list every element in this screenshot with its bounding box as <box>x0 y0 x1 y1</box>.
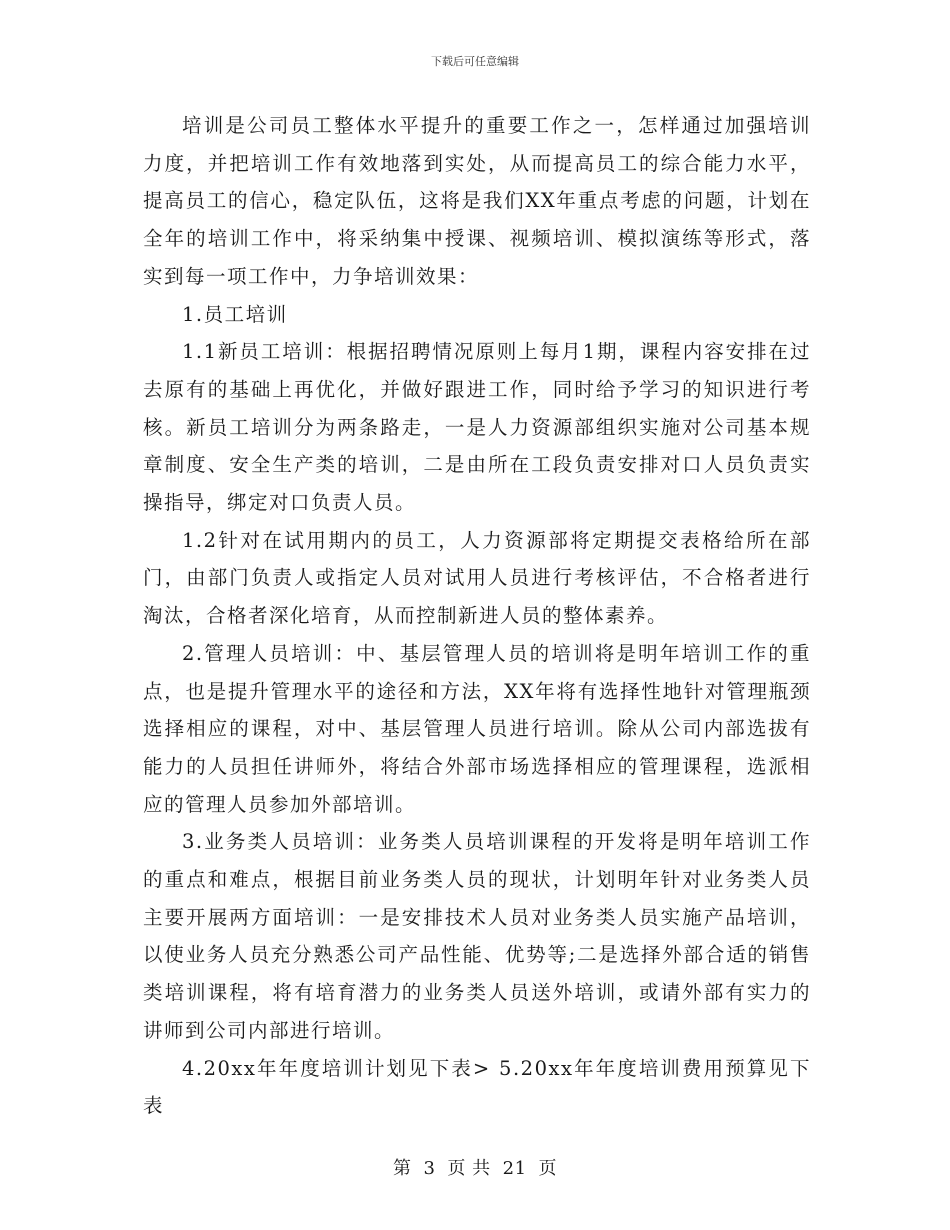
footer-prefix: 第 <box>392 1158 412 1179</box>
footer-suffix: 页 <box>538 1158 558 1179</box>
page-footer <box>0 1154 950 1180</box>
paragraph-intro: 培训是公司员工整体水平提升的重要工作之一，怎样通过加强培训力度，并把培训工作有效地落到实处，从而提高员工的综合能力水平，提高员工的信心，稳定队伍，这将是我们XX年重点考虑的问题，计划在全年的培训工作中，将采纳集中授课、视频培训、模拟演练等形式，落实到每一项工作中，力争培训效果： <box>143 114 811 288</box>
paragraph-section-3: 3.业务类人员培训：业务类人员培训课程的开发将是明年培训工作的重点和难点，根据目前业务类人员的现状，计划明年针对业务类人员主要开展两方面培训：一是安排技术人员对业务类人员实施产品培训，以使业务人员充分熟悉公司产品性能、优势等;二是选择外部合适的销售类培训课程，将有培育潜力的业务类人员送外培训，或请外部有实力的讲师到公司内部进行培训。 <box>143 830 811 1042</box>
paragraph-section-4-5: 4.20xx年年度培训计划见下表> 5.20xx年年度培训费用预算见下表 <box>143 1056 811 1118</box>
paragraph-section-1-heading: 1.员工培训 <box>182 302 288 326</box>
footer-middle: 页 共 <box>447 1158 491 1179</box>
footer-total-pages: 21 <box>502 1158 527 1179</box>
paragraph-section-1-1: 1.1新员工培训：根据招聘情况原则上每月1期，课程内容安排在过去原有的基础上再优化，并做好跟进工作，同时给予学习的知识进行考核。新员工培训分为两条路走，一是人力资源部组织实施对公司基本规章制度、安全生产类的培训，二是由所在工段负责安排对口人员负责实操指导，绑定对口负责人员。 <box>143 340 811 515</box>
document-body <box>143 107 811 1125</box>
footer-page-number: 3 <box>423 1158 436 1179</box>
paragraph-section-1-2: 1.2针对在试用期内的员工，人力资源部将定期提交表格给所在部门，由部门负责人或指定人员对试用人员进行考核评估，不合格者进行淘汰，合格者深化培育，从而控制新进人员的整体素养。 <box>143 528 811 628</box>
paragraph-section-2: 2.管理人员培训：中、基层管理人员的培训将是明年培训工作的重点，也是提升管理水平的途径和方法，XX年将有选择性地针对管理瓶颈选择相应的课程，对中、基层管理人员进行培训。除从公司内部选拔有能力的人员担任讲师外，将结合外部市场选择相应的管理课程，选派相应的管理人员参加外部培训。 <box>143 641 811 816</box>
page-header: 下载后可任意编辑 <box>431 55 519 68</box>
